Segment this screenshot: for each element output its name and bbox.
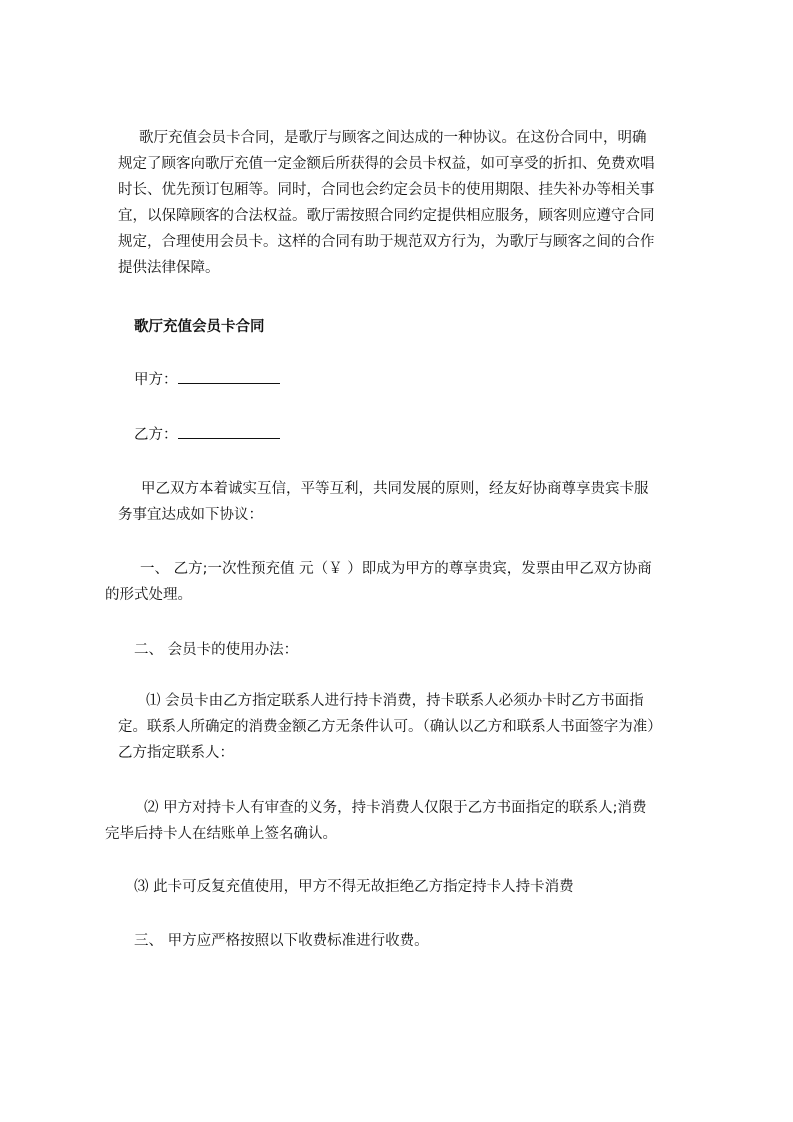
contract-title: 歌厅充值会员卡合同 bbox=[134, 319, 265, 335]
clause-1 bbox=[105, 556, 694, 608]
party-b-label: 乙方： bbox=[134, 427, 178, 443]
preamble-line: 务事宜达成如下协议： bbox=[118, 507, 263, 523]
usage-item-1-line: 定。联系人所确定的消费金额乙方无条件认可。（确认以乙方和联系人书面签字为准） bbox=[118, 719, 662, 735]
usage-item-2-line: ⑵ 甲方对持卡人有审查的义务，持卡消费人仅限于乙方书面指定的联系人;消费 bbox=[144, 800, 647, 816]
clause-3-heading: 三、 甲方应严格按照以下收费标准进行收费。 bbox=[134, 933, 429, 949]
party-b-blank[interactable] bbox=[178, 424, 280, 439]
clause-2-heading: 二、 会员卡的使用办法： bbox=[134, 642, 299, 658]
usage-item-1-line: ⑴ 会员卡由乙方指定联系人进行持卡消费，持卡联系人必须办卡时乙方书面指 bbox=[146, 693, 644, 709]
usage-item-2-line: 完毕后持卡人在结账单上签名确认。 bbox=[105, 826, 337, 842]
party-a-line bbox=[134, 367, 694, 393]
intro-line: 歌厅充值会员卡合同，是歌厅与顾客之间达成的一种协议。在这份合同中，明确 bbox=[139, 130, 647, 146]
intro-line: 规定了顾客向歌厅充值一定金额后所获得的会员卡权益，如可享受的折扣、免费欢唱 bbox=[118, 156, 655, 172]
preamble-line: 甲乙双方本着诚实互信，平等互利，共同发展的原则，经友好协商尊享贵宾卡服 bbox=[141, 481, 649, 497]
clause-1-line: 的形式处理。 bbox=[105, 587, 192, 603]
intro-line: 时长、优先预订包厢等。同时，合同也会约定会员卡的使用期限、挂失补办等相关事 bbox=[118, 182, 655, 198]
intro-paragraph bbox=[118, 125, 694, 281]
party-a-label: 甲方： bbox=[134, 372, 178, 388]
usage-item-2 bbox=[105, 795, 694, 847]
intro-line: 规定，合理使用会员卡。这样的合同有助于规范双方行为，为歌厅与顾客之间的合作 bbox=[118, 234, 655, 250]
clause-1-line: 一、 乙方;一次性预充值 元（￥ ）即成为甲方的尊享贵宾，发票由甲乙双方协商 bbox=[140, 561, 652, 577]
intro-line: 宜，以保障顾客的合法权益。歌厅需按照合同约定提供相应服务，顾客则应遵守合同 bbox=[118, 208, 655, 224]
usage-item-1 bbox=[118, 688, 694, 766]
preamble-paragraph bbox=[118, 476, 694, 528]
party-a-blank[interactable] bbox=[178, 369, 280, 384]
usage-item-3: ⑶ 此卡可反复充值使用，甲方不得无故拒绝乙方指定持卡人持卡消费 bbox=[134, 879, 574, 895]
party-b-line bbox=[134, 422, 694, 448]
usage-item-1-line: 乙方指定联系人： bbox=[118, 745, 234, 761]
intro-line: 提供法律保障。 bbox=[118, 260, 220, 276]
